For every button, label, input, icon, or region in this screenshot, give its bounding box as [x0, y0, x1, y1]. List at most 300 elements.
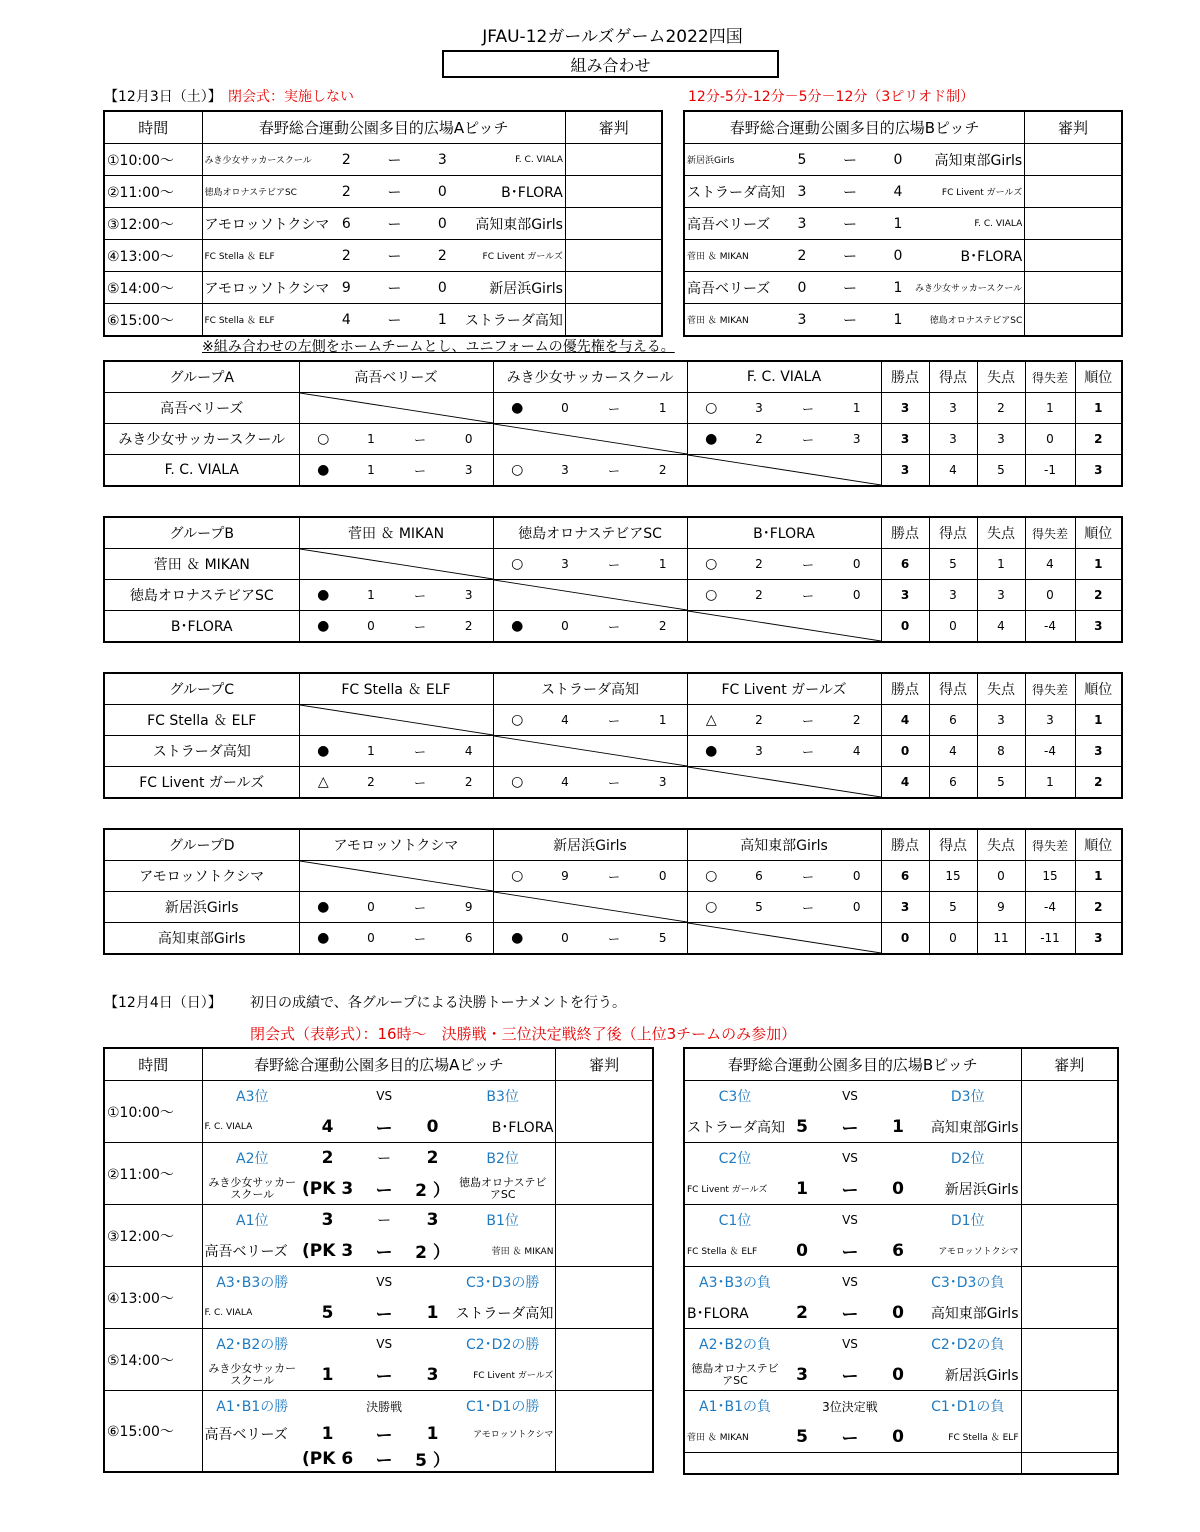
- home-team: F. C. VIALA: [202, 1111, 302, 1143]
- referee-cell: [1025, 272, 1122, 304]
- home-team: 新居浜Girls: [684, 144, 785, 176]
- away-score: 1: [415, 1297, 450, 1329]
- score-dash: ー: [819, 1421, 881, 1453]
- score-against: 6: [445, 923, 493, 955]
- pk-home: 6: [341, 1448, 354, 1469]
- score-against: 0: [833, 892, 881, 923]
- team-name: 高吾ベリーズ: [104, 393, 299, 424]
- referee-cell: [556, 1391, 653, 1473]
- opponent-header: 徳島オロナステビアSC: [493, 517, 687, 549]
- home-team: FC Stella ＆ ELF: [202, 304, 329, 337]
- stat-ga: 3: [977, 580, 1025, 611]
- home-team: FC Livent ガールズ: [684, 1173, 785, 1205]
- stat-gd: -1: [1025, 455, 1075, 487]
- result-mark: ○: [687, 861, 735, 892]
- away-score: 6: [881, 1235, 915, 1267]
- day2-description: 初日の成績で、各グループによる決勝トーナメントを行う。: [250, 995, 627, 1011]
- stat-header-rank: 順位: [1075, 829, 1122, 861]
- stat-pts: 3: [881, 393, 929, 424]
- match-time: ①10:00～: [104, 144, 202, 176]
- match-row: [684, 304, 1122, 337]
- match-time: ⑤14:00～: [104, 1329, 202, 1391]
- home-slot: A2･B2の勝: [202, 1329, 302, 1360]
- score-dash: ー: [377, 1213, 392, 1229]
- score-for: 9: [541, 861, 589, 892]
- home-team: 高吾ベリーズ: [202, 1235, 302, 1267]
- away-score: 3: [425, 144, 459, 176]
- away-score: 1: [425, 304, 459, 337]
- home-slot: A2位: [202, 1143, 302, 1174]
- away-score: 2: [425, 240, 459, 272]
- stat-pts: 3: [881, 580, 929, 611]
- score-for: 3: [735, 736, 783, 767]
- result-mark: ○: [493, 549, 541, 580]
- away-slot: C1･D1の負: [915, 1391, 1021, 1422]
- stat-gf: 6: [929, 767, 977, 799]
- away-team: FC Livent ガールズ: [915, 176, 1025, 208]
- stat-header-pts: 勝点: [881, 829, 929, 861]
- score-dash: ー: [363, 176, 425, 208]
- home-team: アモロッソトクシマ: [202, 208, 329, 240]
- stat-gf: 4: [929, 455, 977, 487]
- home-score: 3: [785, 208, 819, 240]
- stat-ga: 1: [977, 549, 1025, 580]
- self-match-cell: [687, 767, 881, 799]
- score-for: 2: [347, 767, 395, 799]
- team-name: FC Stella ＆ ELF: [104, 705, 299, 736]
- score-dash: ー: [819, 1111, 881, 1143]
- stat-rank: 1: [1075, 861, 1122, 892]
- away-team: 新居浜Girls: [459, 272, 565, 304]
- stat-header-pts: 勝点: [881, 517, 929, 549]
- opponent-header: F. C. VIALA: [687, 361, 881, 393]
- score-against: 1: [639, 705, 687, 736]
- match-time: ④13:00～: [104, 1267, 202, 1329]
- away-score: 1: [881, 1111, 915, 1143]
- opponent-header: FC Stella ＆ ELF: [299, 673, 493, 705]
- stat-header-pts: 勝点: [881, 361, 929, 393]
- stat-gd: -4: [1025, 736, 1075, 767]
- score-dash: ー: [353, 1111, 415, 1143]
- score-dash: ー: [375, 1426, 393, 1446]
- score-dash: ー: [395, 923, 445, 955]
- home-team-line2: スクール: [230, 1187, 275, 1201]
- referee-header: 審判: [556, 1048, 653, 1081]
- referee-cell: [1025, 144, 1122, 176]
- score-dash: ー: [783, 393, 833, 424]
- result-mark: ○: [493, 767, 541, 799]
- group-row: [104, 767, 1122, 799]
- score-dash: ー: [589, 705, 639, 736]
- away-score: 0: [881, 1421, 915, 1453]
- stat-header-gf: 得点: [929, 517, 977, 549]
- score-for: 3: [735, 393, 783, 424]
- team-name: 菅田 ＆ MIKAN: [104, 549, 299, 580]
- result-mark: ●: [493, 923, 541, 955]
- score-dash: ー: [819, 144, 881, 176]
- home-score: 2: [329, 176, 363, 208]
- away-score: 0: [881, 1297, 915, 1329]
- away-team: FC Stella ＆ ELF: [915, 1421, 1021, 1453]
- score-dash: ー: [783, 424, 833, 455]
- referee-cell: [556, 1205, 653, 1267]
- score-against: 0: [639, 861, 687, 892]
- home-slot: A1･B1の勝: [202, 1391, 302, 1422]
- score-dash: ー: [395, 892, 445, 923]
- match-format: 12分-5分-12分－5分－12分（3ピリオド制）: [688, 89, 975, 105]
- group-row: [104, 923, 1122, 955]
- score-dash: ー: [363, 144, 425, 176]
- home-slot: C2位: [684, 1143, 785, 1174]
- score-dash: ー: [819, 240, 881, 272]
- stat-gd: 0: [1025, 424, 1075, 455]
- score-against: 2: [445, 767, 493, 799]
- result-mark: ○: [493, 705, 541, 736]
- stat-pts: 4: [881, 705, 929, 736]
- score-for: 6: [735, 861, 783, 892]
- stat-gf: 0: [929, 611, 977, 643]
- team-name: みき少女サッカースクール: [104, 424, 299, 455]
- away-slot: B1位: [450, 1205, 556, 1236]
- home-slot: A3位: [202, 1081, 302, 1112]
- away-slot: C1･D1の勝: [450, 1391, 556, 1422]
- home-score: 5: [302, 1297, 353, 1329]
- time-header: 時間: [104, 111, 202, 144]
- stat-header-ga: 失点: [977, 517, 1025, 549]
- home-score: 4: [302, 1111, 353, 1143]
- opponent-header: FC Livent ガールズ: [687, 673, 881, 705]
- home-score: 1: [321, 1423, 334, 1444]
- team-name: 徳島オロナステビアSC: [104, 580, 299, 611]
- group-table-c: [103, 672, 1123, 799]
- score-for: 0: [347, 892, 395, 923]
- group-table-b: [103, 516, 1123, 643]
- opponent-header: 新居浜Girls: [493, 829, 687, 861]
- away-team: 菅田 ＆ MIKAN: [450, 1235, 556, 1267]
- referee-cell: [1025, 240, 1122, 272]
- stat-rank: 2: [1075, 580, 1122, 611]
- score-dash: ー: [589, 611, 639, 643]
- result-mark: △: [687, 705, 735, 736]
- home-team: 菅田 ＆ MIKAN: [684, 304, 785, 337]
- vs-label: VS: [842, 1151, 858, 1165]
- team-name: 高知東部Girls: [104, 923, 299, 955]
- home-slot: A1位: [202, 1205, 302, 1236]
- home-score: 1: [302, 1359, 353, 1391]
- referee-cell: [565, 208, 662, 240]
- day1-date: 【12月3日（土）】: [104, 89, 222, 105]
- score-against: 2: [639, 455, 687, 487]
- match-time: ②11:00～: [104, 176, 202, 208]
- away-team: みき少女サッカースクール: [915, 272, 1025, 304]
- score-dash: ー: [589, 923, 639, 955]
- vs-label: VS: [842, 1275, 858, 1289]
- score-against: 0: [833, 861, 881, 892]
- day1-ceremony: 閉会式：実施しない: [228, 89, 354, 105]
- group-row: [104, 736, 1122, 767]
- score-dash: ー: [353, 1297, 415, 1329]
- away-team: B･FLORA: [459, 176, 565, 208]
- self-match-cell: [687, 611, 881, 643]
- self-match-cell: [493, 892, 687, 923]
- away-team: B･FLORA: [450, 1111, 556, 1143]
- score-against: 1: [639, 549, 687, 580]
- match-time: ⑤14:00～: [104, 272, 202, 304]
- result-mark: ○: [687, 549, 735, 580]
- self-match-cell: [687, 455, 881, 487]
- stat-rank: 2: [1075, 767, 1122, 799]
- score-for: 0: [541, 611, 589, 643]
- home-team: FC Stella ＆ ELF: [202, 240, 329, 272]
- home-score: 6: [329, 208, 363, 240]
- score-dash: ー: [377, 1151, 392, 1167]
- home-score: 4: [329, 304, 363, 337]
- home-slot: C3位: [684, 1081, 785, 1112]
- match-row: [104, 176, 662, 208]
- score-dash: ー: [395, 455, 445, 487]
- score-for: 0: [541, 393, 589, 424]
- away-team-line2: アSC: [489, 1187, 516, 1201]
- score-against: 3: [445, 455, 493, 487]
- stat-header-rank: 順位: [1075, 673, 1122, 705]
- home-score: 3: [785, 304, 819, 337]
- group-row: [104, 705, 1122, 736]
- score-for: 4: [541, 767, 589, 799]
- score-dash: ー: [783, 580, 833, 611]
- stat-rank: 1: [1075, 549, 1122, 580]
- match-row: [684, 144, 1122, 176]
- page-title: JFAU-12ガールズゲーム2022四国: [482, 27, 743, 47]
- pk-away: 2: [415, 1243, 428, 1263]
- group-row: [104, 861, 1122, 892]
- match-row: [104, 240, 662, 272]
- stat-ga: 0: [977, 861, 1025, 892]
- pk-home: 3: [341, 1178, 354, 1199]
- bracket-slot-row: [104, 1329, 653, 1360]
- score-against: 2: [445, 611, 493, 643]
- stat-pts: 3: [881, 455, 929, 487]
- score-for: 2: [735, 549, 783, 580]
- stat-gf: 5: [929, 549, 977, 580]
- score-dash: ー: [363, 240, 425, 272]
- result-mark: ○: [687, 580, 735, 611]
- match-time: ①10:00～: [104, 1081, 202, 1143]
- stat-pts: 4: [881, 767, 929, 799]
- page-subtitle: 組み合わせ: [442, 50, 779, 78]
- home-score: 3: [321, 1210, 334, 1230]
- score-dash: ー: [589, 393, 639, 424]
- vs-label: VS: [842, 1213, 858, 1227]
- group-row: [104, 892, 1122, 923]
- opponent-header: みき少女サッカースクール: [493, 361, 687, 393]
- stat-gd: 1: [1025, 393, 1075, 424]
- team-name: FC Livent ガールズ: [104, 767, 299, 799]
- away-team: F. C. VIALA: [915, 208, 1025, 240]
- home-slot: A2･B2の負: [684, 1329, 785, 1360]
- pk-row: (PK 6 ー 5 ）: [104, 1446, 653, 1472]
- stat-rank: 1: [1075, 705, 1122, 736]
- stat-header-gf: 得点: [929, 361, 977, 393]
- away-team: 高知東部Girls: [915, 1297, 1021, 1329]
- away-slot: C3･D3の勝: [450, 1267, 556, 1298]
- stat-gf: 6: [929, 705, 977, 736]
- self-match-cell: [299, 393, 493, 424]
- opponent-header: アモロッソトクシマ: [299, 829, 493, 861]
- referee-cell: [1021, 1267, 1118, 1329]
- referee-cell: [1021, 1205, 1118, 1267]
- pk-away-cell: 2 ）: [415, 1235, 450, 1267]
- bracket-slot-row: [104, 1267, 653, 1298]
- stat-rank: 3: [1075, 736, 1122, 767]
- score-against: 3: [639, 767, 687, 799]
- opponent-header: B･FLORA: [687, 517, 881, 549]
- result-mark: ○: [493, 861, 541, 892]
- stat-gd: -11: [1025, 923, 1075, 955]
- match-row: [684, 176, 1122, 208]
- home-team: 高吾ベリーズ: [684, 272, 785, 304]
- referee-cell: [565, 240, 662, 272]
- pk-label: (PK 3: [302, 1235, 353, 1267]
- stat-header-gf: 得点: [929, 673, 977, 705]
- opponent-header: 高吾ベリーズ: [299, 361, 493, 393]
- stat-ga: 3: [977, 705, 1025, 736]
- stat-header-rank: 順位: [1075, 361, 1122, 393]
- away-score: 3: [426, 1210, 439, 1230]
- score-for: 2: [735, 705, 783, 736]
- away-team: FC Livent ガールズ: [450, 1359, 556, 1391]
- pitch-header: 春野総合運動公園多目的広場Aピッチ: [202, 111, 565, 144]
- stat-header-gd: 得失差: [1025, 673, 1075, 705]
- match-time: ⑥15:00～: [104, 1391, 202, 1473]
- home-team: B･FLORA: [684, 1297, 785, 1329]
- stat-gf: 0: [929, 923, 977, 955]
- pk-away: 5: [415, 1451, 428, 1471]
- day1-table-pitch-a: [103, 110, 663, 337]
- away-team: 高知東部Girls: [459, 208, 565, 240]
- group-table-d: [103, 828, 1123, 955]
- referee-cell: [556, 1081, 653, 1143]
- away-score: 2: [426, 1148, 439, 1168]
- stat-ga: 9: [977, 892, 1025, 923]
- result-mark: ●: [299, 611, 347, 643]
- vs-label: VS: [842, 1089, 858, 1103]
- bracket-slot-row: [684, 1267, 1118, 1298]
- stat-header-gd: 得失差: [1025, 829, 1075, 861]
- stat-gf: 15: [929, 861, 977, 892]
- stat-header-gf: 得点: [929, 829, 977, 861]
- referee-cell: [1025, 208, 1122, 240]
- home-score: 5: [785, 1421, 819, 1453]
- home-team: ストラーダ高知: [684, 176, 785, 208]
- score-for: 1: [347, 424, 395, 455]
- score-for: 4: [541, 705, 589, 736]
- score-dash: ー: [819, 1297, 881, 1329]
- home-slot: A3･B3の負: [684, 1267, 785, 1298]
- score-dash: ー: [589, 549, 639, 580]
- home-score: 2: [785, 240, 819, 272]
- result-mark: ●: [299, 455, 347, 487]
- stat-ga: 4: [977, 611, 1025, 643]
- stat-gd: 15: [1025, 861, 1075, 892]
- away-team: 高知東部Girls: [915, 1111, 1021, 1143]
- score-against: 1: [833, 393, 881, 424]
- home-team: ストラーダ高知: [684, 1111, 785, 1143]
- vs-label: VS: [842, 1337, 858, 1351]
- self-match-cell: [299, 861, 493, 892]
- group-row: [104, 580, 1122, 611]
- score-dash: ー: [783, 861, 833, 892]
- home-team: FC Stella ＆ ELF: [684, 1235, 785, 1267]
- home-score: 2: [329, 144, 363, 176]
- stat-header-ga: 失点: [977, 361, 1025, 393]
- match-label: 3位決定戦: [822, 1399, 878, 1414]
- score-dash: ー: [783, 549, 833, 580]
- opponent-header: 高知東部Girls: [687, 829, 881, 861]
- home-team: 菅田 ＆ MIKAN: [684, 1421, 785, 1453]
- home-score: 3: [785, 176, 819, 208]
- score-dash: ー: [353, 1235, 415, 1267]
- self-match-cell: [493, 736, 687, 767]
- away-score: 0: [881, 240, 915, 272]
- stat-gd: -4: [1025, 611, 1075, 643]
- pitch-header: 春野総合運動公園多目的広場Bピッチ: [684, 111, 1025, 144]
- home-score: 2: [329, 240, 363, 272]
- home-team: みき少女サッカースクール: [202, 144, 329, 176]
- home-team-line2: アSC: [722, 1373, 748, 1387]
- away-score: 0: [881, 1359, 915, 1391]
- score-against: 0: [833, 580, 881, 611]
- home-team: 徳島オロナステビアSC: [202, 176, 329, 208]
- score-dash: ー: [783, 736, 833, 767]
- stat-ga: 5: [977, 767, 1025, 799]
- referee-cell: [1025, 176, 1122, 208]
- score-dash: ー: [353, 1359, 415, 1391]
- score-against: 9: [445, 892, 493, 923]
- away-team: アモロッソトクシマ: [915, 1235, 1021, 1267]
- group-name: グループA: [104, 361, 299, 393]
- stat-gd: -4: [1025, 892, 1075, 923]
- vs-label: VS: [376, 1337, 393, 1351]
- score-for: 0: [347, 923, 395, 955]
- vs-label: VS: [376, 1275, 393, 1289]
- score-dash: ー: [395, 580, 445, 611]
- stat-pts: 3: [881, 892, 929, 923]
- score-dash: ー: [353, 1446, 415, 1472]
- away-slot: C2･D2の勝: [450, 1329, 556, 1360]
- stat-ga: 11: [977, 923, 1025, 955]
- match-row: [684, 272, 1122, 304]
- score-dash: ー: [589, 861, 639, 892]
- stat-header-gd: 得失差: [1025, 517, 1075, 549]
- stat-pts: 6: [881, 861, 929, 892]
- self-match-cell: [493, 424, 687, 455]
- result-mark: ○: [687, 393, 735, 424]
- pk-away: 2: [415, 1181, 428, 1201]
- score-dash: ー: [395, 611, 445, 643]
- away-team-line1: 徳島オロナステビ: [459, 1175, 547, 1189]
- away-score: 4: [881, 176, 915, 208]
- stat-gf: 4: [929, 736, 977, 767]
- bracket-slot-row: [104, 1081, 653, 1112]
- match-time: ②11:00～: [104, 1143, 202, 1205]
- stat-gf: 3: [929, 580, 977, 611]
- home-score: 2: [321, 1148, 334, 1168]
- stat-pts: 3: [881, 424, 929, 455]
- match-row: [684, 240, 1122, 272]
- away-slot: B2位: [450, 1143, 556, 1174]
- stat-header-pts: 勝点: [881, 673, 929, 705]
- referee-cell: [556, 1267, 653, 1329]
